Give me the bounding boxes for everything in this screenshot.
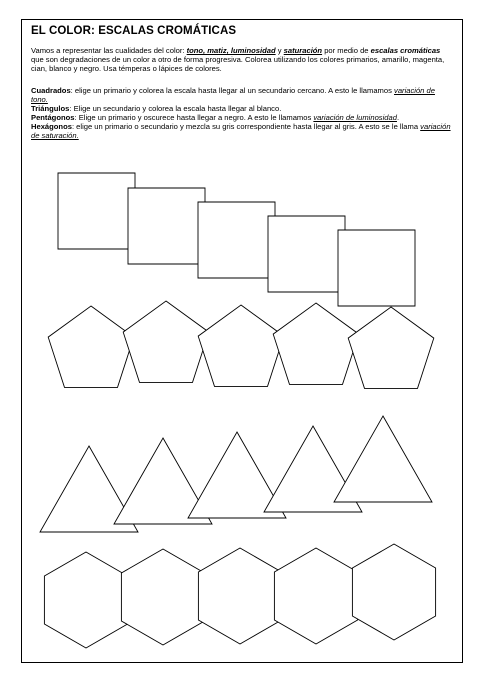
square-shape [338, 230, 415, 306]
intro-and: y [275, 46, 284, 55]
pentagon-shape [273, 303, 359, 384]
hexagon-shape [352, 544, 435, 640]
hexagonos-text: : elige un primario o secundario y mezcla su gris correspondiente hasta llegar al gris. A esto se le llama [71, 122, 421, 132]
hexagonos-term: variación de saturación. [31, 122, 451, 141]
page-title: EL COLOR: ESCALAS CROMÁTICAS [31, 25, 237, 37]
pentagonos-end: . [396, 113, 400, 123]
triangulos-label: Triángulos [31, 104, 70, 114]
pentagonos-label: Pentágonos [31, 113, 75, 123]
pentagon-shape [348, 307, 434, 388]
hexagonos-label: Hexágonos [31, 122, 72, 132]
pentagon-shape [198, 305, 284, 386]
cuadrados-text: : elige un primario y colorea la escala hasta llegar al un secundario cercano. A esto le llamamos [70, 86, 395, 95]
intro-term-escalas: escalas cromáticas [370, 46, 441, 55]
intro-term-tono: tono, matiz, luminosidad [186, 46, 276, 55]
square-shape [128, 188, 205, 264]
hexagon-shape [198, 548, 281, 644]
intro-text-2: por medio de [322, 46, 371, 55]
triangle-shape [334, 416, 432, 502]
square-shape [198, 202, 275, 278]
triangulos-text: : Elige un secundario y colorea la escala hasta llegar al blanco. [69, 104, 282, 114]
hexagon-shape [44, 552, 127, 648]
pentagon-shape [123, 301, 209, 382]
square-shape [58, 173, 135, 249]
intro-text-1: Vamos a representar las cualidades del color: [31, 46, 187, 55]
cuadrados-label: Cuadrados [31, 86, 71, 95]
intro-text-3: que son degradaciones de un color a otro de forma progresiva. Colorea utilizando los colores primarios, amarillo, magenta, cian, blanco y negro. Usa témperas o lápices de colores. [31, 55, 445, 74]
hexagon-shape [274, 548, 357, 644]
cuadrados-term: variación de tono. [31, 86, 435, 105]
pentagonos-term: variación de luminosidad [313, 113, 397, 123]
intro-term-saturacion: saturación [283, 46, 323, 55]
pentagon-shape [48, 306, 134, 387]
square-shape [268, 216, 345, 292]
pentagonos-text: : Elige un primario y oscurece hasta llegar a negro. A esto le llamamos [74, 113, 314, 123]
hexagon-shape [121, 549, 204, 645]
